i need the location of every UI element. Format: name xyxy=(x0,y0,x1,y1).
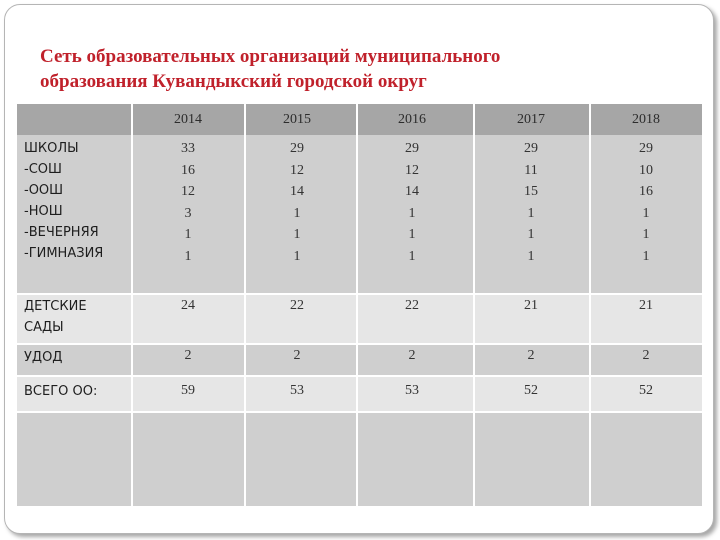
table-cell: 22 xyxy=(405,298,419,313)
label-line: УДОД xyxy=(24,350,63,365)
table-cell: 29 xyxy=(639,141,653,156)
table-cell: 33 xyxy=(181,141,195,156)
table-cell: 1 xyxy=(293,227,301,243)
table-cell: 12 xyxy=(405,162,419,178)
table-cell: 1 xyxy=(408,205,416,221)
label-line: ДЕТСКИЕ xyxy=(24,299,87,314)
row-label-total xyxy=(24,381,97,402)
values-schools-2018 xyxy=(616,138,676,268)
row-band-udod xyxy=(17,345,702,375)
table-cell: 1 xyxy=(642,227,650,243)
table-cell: 1 xyxy=(408,248,416,264)
year-header: 2018 xyxy=(632,112,660,127)
slide-title xyxy=(40,44,660,94)
table-cell: 22 xyxy=(290,298,304,313)
table-cell: 1 xyxy=(527,227,535,243)
table-cell: 14 xyxy=(290,184,304,200)
label-line: ШКОЛЫ xyxy=(24,141,79,156)
data-table xyxy=(17,104,702,506)
table-cell: 10 xyxy=(639,162,653,178)
table-cell: 52 xyxy=(639,383,653,398)
col-divider xyxy=(356,104,358,506)
table-cell: 16 xyxy=(181,162,195,178)
label-line: ВСЕГО ОО: xyxy=(24,384,98,399)
year-header: 2016 xyxy=(398,112,426,127)
table-cell: 59 xyxy=(181,383,195,398)
table-cell: 1 xyxy=(642,248,650,264)
row-band-empty xyxy=(17,413,702,506)
table-cell: 2 xyxy=(293,348,301,363)
col-divider xyxy=(589,104,591,506)
table-cell: 12 xyxy=(181,184,195,200)
row-label-kindergartens xyxy=(24,296,87,338)
table-cell: 2 xyxy=(527,348,535,363)
table-cell: 1 xyxy=(184,248,192,264)
values-schools-2015 xyxy=(267,138,327,268)
table-cell: 11 xyxy=(524,162,538,178)
table-cell: 1 xyxy=(527,248,535,264)
values-schools-2016 xyxy=(382,138,442,268)
table-cell: 3 xyxy=(184,205,192,221)
label-line: -СОШ xyxy=(24,162,62,177)
title-line-1: Сеть образовательных организаций муниципального xyxy=(40,46,501,67)
table-cell: 21 xyxy=(524,298,538,313)
year-header: 2015 xyxy=(283,112,311,127)
year-header: 2014 xyxy=(174,112,202,127)
table-cell: 1 xyxy=(642,205,650,221)
label-line: САДЫ xyxy=(24,320,64,335)
table-cell: 1 xyxy=(527,205,535,221)
table-cell: 14 xyxy=(405,184,419,200)
table-cell: 21 xyxy=(639,298,653,313)
year-header: 2017 xyxy=(517,112,545,127)
table-cell: 29 xyxy=(524,141,538,156)
col-divider xyxy=(473,104,475,506)
table-cell: 29 xyxy=(290,141,304,156)
table-cell: 24 xyxy=(181,298,195,313)
label-line: -ВЕЧЕРНЯЯ xyxy=(24,225,99,240)
table-cell: 2 xyxy=(408,348,416,363)
table-cell: 53 xyxy=(290,383,304,398)
table-cell: 1 xyxy=(293,205,301,221)
row-band-kindergartens xyxy=(17,295,702,343)
row-label-udod xyxy=(24,347,62,368)
table-cell: 1 xyxy=(293,248,301,264)
table-cell: 15 xyxy=(524,184,538,200)
table-cell: 53 xyxy=(405,383,419,398)
label-line: -ООШ xyxy=(24,183,64,198)
header-band xyxy=(17,104,702,135)
table-cell: 2 xyxy=(184,348,192,363)
label-line: -НОШ xyxy=(24,204,63,219)
table-cell: 2 xyxy=(642,348,650,363)
table-cell: 12 xyxy=(290,162,304,178)
table-cell: 29 xyxy=(405,141,419,156)
values-schools-2014 xyxy=(158,138,218,268)
row-band-schools xyxy=(17,135,702,293)
col-divider xyxy=(131,104,133,506)
row-label-schools xyxy=(24,138,103,264)
table-cell: 16 xyxy=(639,184,653,200)
row-band-total xyxy=(17,377,702,411)
table-cell: 1 xyxy=(408,227,416,243)
values-schools-2017 xyxy=(501,138,561,268)
label-line: -ГИМНАЗИЯ xyxy=(24,246,104,261)
title-line-2: образования Кувандыкский городской округ xyxy=(40,71,427,92)
table-cell: 52 xyxy=(524,383,538,398)
table-cell: 1 xyxy=(184,227,192,243)
col-divider xyxy=(244,104,246,506)
